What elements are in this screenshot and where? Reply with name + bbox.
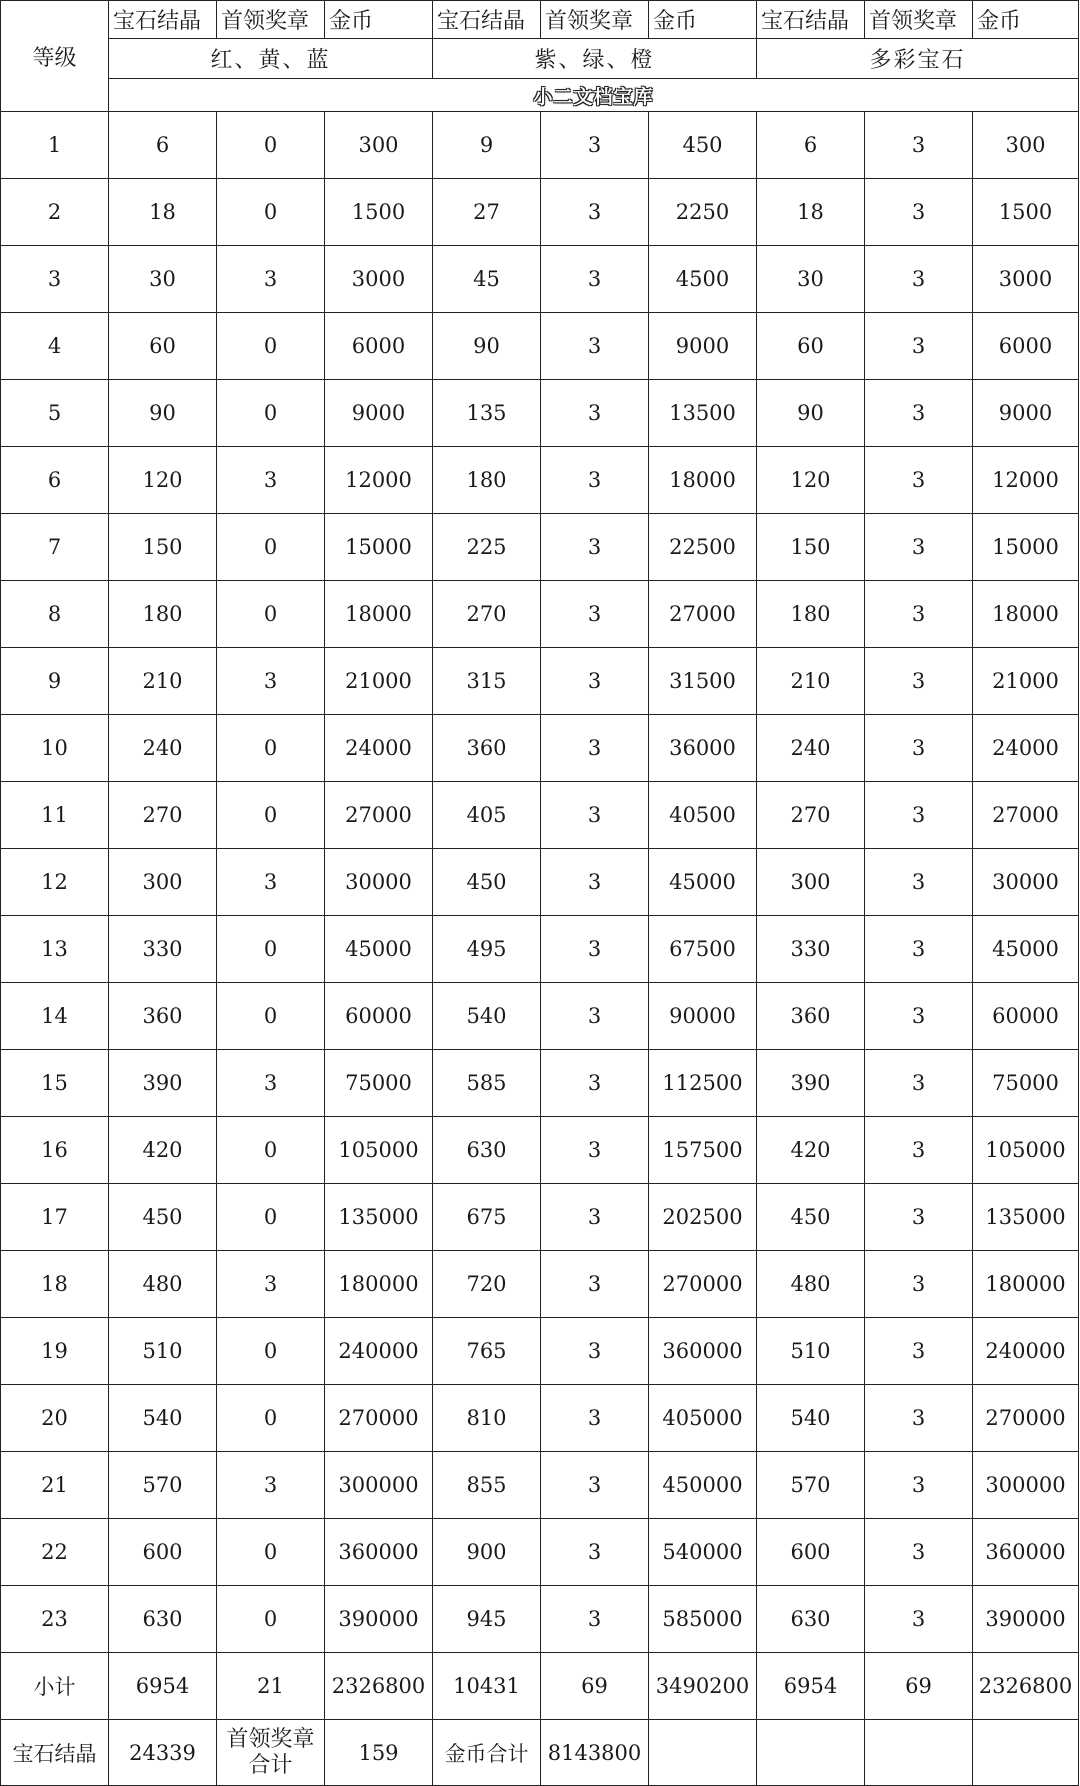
value-cell: 27000 xyxy=(973,782,1079,849)
value-cell: 3 xyxy=(865,581,973,648)
value-cell: 600 xyxy=(757,1519,865,1586)
value-cell: 30000 xyxy=(973,849,1079,916)
value-cell: 315 xyxy=(433,648,541,715)
value-cell: 45000 xyxy=(973,916,1079,983)
value-cell: 0 xyxy=(217,782,325,849)
level-cell: 9 xyxy=(1,648,109,715)
table-row xyxy=(1,581,1079,648)
value-cell: 9000 xyxy=(325,380,433,447)
value-cell: 3 xyxy=(865,246,973,313)
subtotal-cell: 3490200 xyxy=(649,1653,757,1720)
value-cell: 0 xyxy=(217,1117,325,1184)
value-cell: 3 xyxy=(865,983,973,1050)
value-cell: 3 xyxy=(541,380,649,447)
level-cell: 19 xyxy=(1,1318,109,1385)
value-cell: 3 xyxy=(865,1251,973,1318)
value-cell: 3 xyxy=(865,1586,973,1653)
value-cell: 180000 xyxy=(325,1251,433,1318)
table-row xyxy=(1,983,1079,1050)
value-cell: 855 xyxy=(433,1452,541,1519)
value-cell: 300 xyxy=(109,849,217,916)
value-cell: 3 xyxy=(217,447,325,514)
value-cell: 0 xyxy=(217,983,325,1050)
value-cell: 3 xyxy=(541,447,649,514)
header-row xyxy=(1,1,1079,39)
value-cell: 3 xyxy=(217,648,325,715)
level-cell: 11 xyxy=(1,782,109,849)
value-cell: 3 xyxy=(865,1050,973,1117)
value-cell: 0 xyxy=(217,581,325,648)
value-cell: 3 xyxy=(541,1586,649,1653)
value-cell: 27 xyxy=(433,179,541,246)
value-cell: 3 xyxy=(541,1251,649,1318)
subtotal-cell: 69 xyxy=(541,1653,649,1720)
value-cell: 24000 xyxy=(325,715,433,782)
value-cell: 13500 xyxy=(649,380,757,447)
value-cell: 630 xyxy=(757,1586,865,1653)
value-cell: 180 xyxy=(433,447,541,514)
value-cell: 3 xyxy=(541,715,649,782)
value-cell: 810 xyxy=(433,1385,541,1452)
value-cell: 120 xyxy=(109,447,217,514)
value-cell: 180 xyxy=(109,581,217,648)
medal-total-label: 首领奖章合计 xyxy=(217,1720,325,1786)
value-cell: 675 xyxy=(433,1184,541,1251)
value-cell: 720 xyxy=(433,1251,541,1318)
level-cell: 4 xyxy=(1,313,109,380)
value-cell: 60000 xyxy=(973,983,1079,1050)
value-cell: 135000 xyxy=(973,1184,1079,1251)
table-row xyxy=(1,514,1079,581)
value-cell: 18000 xyxy=(973,581,1079,648)
subtotal-cell: 21 xyxy=(217,1653,325,1720)
value-cell: 3 xyxy=(865,1452,973,1519)
value-cell: 6 xyxy=(757,112,865,179)
value-cell: 3 xyxy=(217,246,325,313)
value-cell: 45000 xyxy=(325,916,433,983)
value-cell: 360 xyxy=(757,983,865,1050)
level-cell: 7 xyxy=(1,514,109,581)
watermark-row xyxy=(1,79,1079,112)
group-header: 红、黄、蓝 xyxy=(109,39,433,79)
subtotal-cell: 2326800 xyxy=(325,1653,433,1720)
empty-cell xyxy=(757,1720,865,1786)
table-row xyxy=(1,849,1079,916)
value-cell: 765 xyxy=(433,1318,541,1385)
level-cell: 13 xyxy=(1,916,109,983)
level-cell: 3 xyxy=(1,246,109,313)
level-cell: 18 xyxy=(1,1251,109,1318)
value-cell: 300 xyxy=(757,849,865,916)
value-cell: 420 xyxy=(109,1117,217,1184)
subtotal-cell: 2326800 xyxy=(973,1653,1079,1720)
value-cell: 18 xyxy=(109,179,217,246)
column-header: 宝石结晶 xyxy=(757,1,865,39)
value-cell: 75000 xyxy=(325,1050,433,1117)
value-cell: 360 xyxy=(109,983,217,1050)
value-cell: 270000 xyxy=(325,1385,433,1452)
value-cell: 390000 xyxy=(973,1586,1079,1653)
value-cell: 420 xyxy=(757,1117,865,1184)
level-cell: 5 xyxy=(1,380,109,447)
value-cell: 18000 xyxy=(649,447,757,514)
totals-row xyxy=(1,1720,1079,1786)
subtotal-row xyxy=(1,1653,1079,1720)
value-cell: 150 xyxy=(757,514,865,581)
value-cell: 4500 xyxy=(649,246,757,313)
value-cell: 15000 xyxy=(973,514,1079,581)
watermark: 小二文档宝库 xyxy=(109,79,1079,112)
value-cell: 0 xyxy=(217,1385,325,1452)
value-cell: 0 xyxy=(217,313,325,380)
value-cell: 540 xyxy=(109,1385,217,1452)
level-cell: 10 xyxy=(1,715,109,782)
value-cell: 150 xyxy=(109,514,217,581)
level-cell: 2 xyxy=(1,179,109,246)
value-cell: 3 xyxy=(865,1519,973,1586)
value-cell: 6000 xyxy=(325,313,433,380)
value-cell: 3 xyxy=(541,1050,649,1117)
level-cell: 15 xyxy=(1,1050,109,1117)
medal-total-value: 159 xyxy=(325,1720,433,1786)
value-cell: 22500 xyxy=(649,514,757,581)
column-header: 金币 xyxy=(325,1,433,39)
table-row xyxy=(1,1586,1079,1653)
value-cell: 360000 xyxy=(973,1519,1079,1586)
value-cell: 3 xyxy=(865,715,973,782)
value-cell: 480 xyxy=(109,1251,217,1318)
value-cell: 27000 xyxy=(649,581,757,648)
value-cell: 90 xyxy=(757,380,865,447)
value-cell: 1500 xyxy=(325,179,433,246)
value-cell: 9 xyxy=(433,112,541,179)
value-cell: 540000 xyxy=(649,1519,757,1586)
value-cell: 67500 xyxy=(649,916,757,983)
value-cell: 3 xyxy=(865,916,973,983)
value-cell: 21000 xyxy=(973,648,1079,715)
value-cell: 495 xyxy=(433,916,541,983)
value-cell: 12000 xyxy=(325,447,433,514)
value-cell: 390 xyxy=(109,1050,217,1117)
value-cell: 225 xyxy=(433,514,541,581)
level-cell: 1 xyxy=(1,112,109,179)
group-row xyxy=(1,39,1079,79)
value-cell: 18000 xyxy=(325,581,433,648)
value-cell: 300000 xyxy=(325,1452,433,1519)
value-cell: 3 xyxy=(541,1452,649,1519)
value-cell: 18 xyxy=(757,179,865,246)
value-cell: 90000 xyxy=(649,983,757,1050)
value-cell: 3 xyxy=(541,179,649,246)
value-cell: 3 xyxy=(541,849,649,916)
value-cell: 180000 xyxy=(973,1251,1079,1318)
group-header: 多彩宝石 xyxy=(757,39,1079,79)
value-cell: 300 xyxy=(973,112,1079,179)
value-cell: 945 xyxy=(433,1586,541,1653)
value-cell: 30000 xyxy=(325,849,433,916)
value-cell: 0 xyxy=(217,1318,325,1385)
gold-total-value: 8143800 xyxy=(541,1720,649,1786)
value-cell: 540 xyxy=(433,983,541,1050)
value-cell: 36000 xyxy=(649,715,757,782)
value-cell: 3 xyxy=(541,112,649,179)
value-cell: 45000 xyxy=(649,849,757,916)
column-header: 宝石结晶 xyxy=(433,1,541,39)
value-cell: 3 xyxy=(541,1519,649,1586)
value-cell: 157500 xyxy=(649,1117,757,1184)
value-cell: 270000 xyxy=(649,1251,757,1318)
value-cell: 180 xyxy=(757,581,865,648)
value-cell: 3 xyxy=(865,849,973,916)
value-cell: 0 xyxy=(217,715,325,782)
value-cell: 510 xyxy=(757,1318,865,1385)
value-cell: 3 xyxy=(541,782,649,849)
table-row xyxy=(1,1519,1079,1586)
value-cell: 510 xyxy=(109,1318,217,1385)
value-cell: 360 xyxy=(433,715,541,782)
value-cell: 240000 xyxy=(973,1318,1079,1385)
level-cell: 22 xyxy=(1,1519,109,1586)
value-cell: 3 xyxy=(541,246,649,313)
level-cell: 21 xyxy=(1,1452,109,1519)
subtotal-label: 小计 xyxy=(1,1653,109,1720)
value-cell: 210 xyxy=(109,648,217,715)
table-row xyxy=(1,715,1079,782)
value-cell: 3 xyxy=(541,581,649,648)
value-cell: 0 xyxy=(217,916,325,983)
value-cell: 90 xyxy=(109,380,217,447)
table-row xyxy=(1,447,1079,514)
value-cell: 12000 xyxy=(973,447,1079,514)
value-cell: 3 xyxy=(865,782,973,849)
empty-cell xyxy=(649,1720,757,1786)
table-row xyxy=(1,179,1079,246)
table-row xyxy=(1,313,1079,380)
subtotal-cell: 10431 xyxy=(433,1653,541,1720)
value-cell: 585 xyxy=(433,1050,541,1117)
column-header: 金币 xyxy=(649,1,757,39)
value-cell: 3 xyxy=(217,1452,325,1519)
value-cell: 40500 xyxy=(649,782,757,849)
level-header: 等级 xyxy=(1,1,109,112)
value-cell: 0 xyxy=(217,1519,325,1586)
value-cell: 60 xyxy=(109,313,217,380)
value-cell: 31500 xyxy=(649,648,757,715)
value-cell: 405 xyxy=(433,782,541,849)
table-row xyxy=(1,246,1079,313)
value-cell: 3 xyxy=(541,1385,649,1452)
value-cell: 300000 xyxy=(973,1452,1079,1519)
value-cell: 240 xyxy=(757,715,865,782)
value-cell: 210 xyxy=(757,648,865,715)
value-cell: 3 xyxy=(541,648,649,715)
value-cell: 0 xyxy=(217,179,325,246)
value-cell: 0 xyxy=(217,112,325,179)
level-cell: 20 xyxy=(1,1385,109,1452)
value-cell: 112500 xyxy=(649,1050,757,1117)
column-header: 首领奖章 xyxy=(541,1,649,39)
value-cell: 540 xyxy=(757,1385,865,1452)
value-cell: 480 xyxy=(757,1251,865,1318)
value-cell: 3 xyxy=(865,313,973,380)
value-cell: 9000 xyxy=(649,313,757,380)
gem-total-value: 24339 xyxy=(109,1720,217,1786)
level-cell: 8 xyxy=(1,581,109,648)
value-cell: 3 xyxy=(541,514,649,581)
value-cell: 3 xyxy=(541,1318,649,1385)
subtotal-cell: 6954 xyxy=(757,1653,865,1720)
table-row xyxy=(1,1385,1079,1452)
value-cell: 3000 xyxy=(973,246,1079,313)
value-cell: 15000 xyxy=(325,514,433,581)
table-row xyxy=(1,1251,1079,1318)
value-cell: 630 xyxy=(433,1117,541,1184)
group-header: 紫、绿、橙 xyxy=(433,39,757,79)
table-row xyxy=(1,1452,1079,1519)
empty-cell xyxy=(973,1720,1079,1786)
value-cell: 3 xyxy=(865,447,973,514)
empty-cell xyxy=(865,1720,973,1786)
value-cell: 1500 xyxy=(973,179,1079,246)
value-cell: 450 xyxy=(649,112,757,179)
table-row xyxy=(1,380,1079,447)
value-cell: 390000 xyxy=(325,1586,433,1653)
table-row xyxy=(1,112,1079,179)
level-cell: 6 xyxy=(1,447,109,514)
table-row xyxy=(1,1050,1079,1117)
level-cell: 17 xyxy=(1,1184,109,1251)
gem-total-label: 宝石结晶 xyxy=(1,1720,109,1786)
value-cell: 270000 xyxy=(973,1385,1079,1452)
table-row xyxy=(1,782,1079,849)
table-row xyxy=(1,1184,1079,1251)
value-cell: 3 xyxy=(865,648,973,715)
value-cell: 60000 xyxy=(325,983,433,1050)
value-cell: 0 xyxy=(217,380,325,447)
value-cell: 270 xyxy=(433,581,541,648)
value-cell: 405000 xyxy=(649,1385,757,1452)
value-cell: 450 xyxy=(109,1184,217,1251)
value-cell: 570 xyxy=(109,1452,217,1519)
value-cell: 450 xyxy=(757,1184,865,1251)
value-cell: 3 xyxy=(541,916,649,983)
level-cell: 14 xyxy=(1,983,109,1050)
value-cell: 600 xyxy=(109,1519,217,1586)
value-cell: 27000 xyxy=(325,782,433,849)
column-header: 金币 xyxy=(973,1,1079,39)
value-cell: 0 xyxy=(217,514,325,581)
value-cell: 330 xyxy=(757,916,865,983)
value-cell: 6 xyxy=(109,112,217,179)
value-cell: 3 xyxy=(865,179,973,246)
gold-total-label: 金币合计 xyxy=(433,1720,541,1786)
value-cell: 3 xyxy=(865,1184,973,1251)
value-cell: 360000 xyxy=(649,1318,757,1385)
value-cell: 330 xyxy=(109,916,217,983)
value-cell: 900 xyxy=(433,1519,541,1586)
level-cell: 12 xyxy=(1,849,109,916)
value-cell: 24000 xyxy=(973,715,1079,782)
value-cell: 3 xyxy=(865,1117,973,1184)
value-cell: 60 xyxy=(757,313,865,380)
value-cell: 0 xyxy=(217,1586,325,1653)
value-cell: 270 xyxy=(757,782,865,849)
value-cell: 3 xyxy=(541,313,649,380)
value-cell: 3 xyxy=(217,849,325,916)
value-cell: 630 xyxy=(109,1586,217,1653)
value-cell: 3 xyxy=(541,983,649,1050)
value-cell: 450 xyxy=(433,849,541,916)
value-cell: 75000 xyxy=(973,1050,1079,1117)
level-cell: 23 xyxy=(1,1586,109,1653)
value-cell: 21000 xyxy=(325,648,433,715)
table-row xyxy=(1,648,1079,715)
value-cell: 240000 xyxy=(325,1318,433,1385)
table-row xyxy=(1,1318,1079,1385)
value-cell: 450000 xyxy=(649,1452,757,1519)
value-cell: 9000 xyxy=(973,380,1079,447)
value-cell: 300 xyxy=(325,112,433,179)
value-cell: 120 xyxy=(757,447,865,514)
value-cell: 105000 xyxy=(973,1117,1079,1184)
value-cell: 390 xyxy=(757,1050,865,1117)
value-cell: 3 xyxy=(217,1251,325,1318)
value-cell: 135 xyxy=(433,380,541,447)
value-cell: 585000 xyxy=(649,1586,757,1653)
level-cell: 16 xyxy=(1,1117,109,1184)
value-cell: 240 xyxy=(109,715,217,782)
value-cell: 2250 xyxy=(649,179,757,246)
value-cell: 270 xyxy=(109,782,217,849)
value-cell: 30 xyxy=(109,246,217,313)
value-cell: 360000 xyxy=(325,1519,433,1586)
table-row xyxy=(1,1117,1079,1184)
value-cell: 3 xyxy=(865,1318,973,1385)
value-cell: 105000 xyxy=(325,1117,433,1184)
value-cell: 30 xyxy=(757,246,865,313)
value-cell: 0 xyxy=(217,1184,325,1251)
value-cell: 3000 xyxy=(325,246,433,313)
value-cell: 3 xyxy=(865,1385,973,1452)
value-cell: 3 xyxy=(541,1184,649,1251)
column-header: 宝石结晶 xyxy=(109,1,217,39)
value-cell: 6000 xyxy=(973,313,1079,380)
column-header: 首领奖章 xyxy=(865,1,973,39)
value-cell: 570 xyxy=(757,1452,865,1519)
table-row xyxy=(1,916,1079,983)
value-cell: 90 xyxy=(433,313,541,380)
value-cell: 45 xyxy=(433,246,541,313)
subtotal-cell: 6954 xyxy=(109,1653,217,1720)
value-cell: 3 xyxy=(541,1117,649,1184)
value-cell: 3 xyxy=(217,1050,325,1117)
column-header: 首领奖章 xyxy=(217,1,325,39)
value-cell: 202500 xyxy=(649,1184,757,1251)
value-cell: 135000 xyxy=(325,1184,433,1251)
value-cell: 3 xyxy=(865,380,973,447)
subtotal-cell: 69 xyxy=(865,1653,973,1720)
value-cell: 3 xyxy=(865,514,973,581)
value-cell: 3 xyxy=(865,112,973,179)
